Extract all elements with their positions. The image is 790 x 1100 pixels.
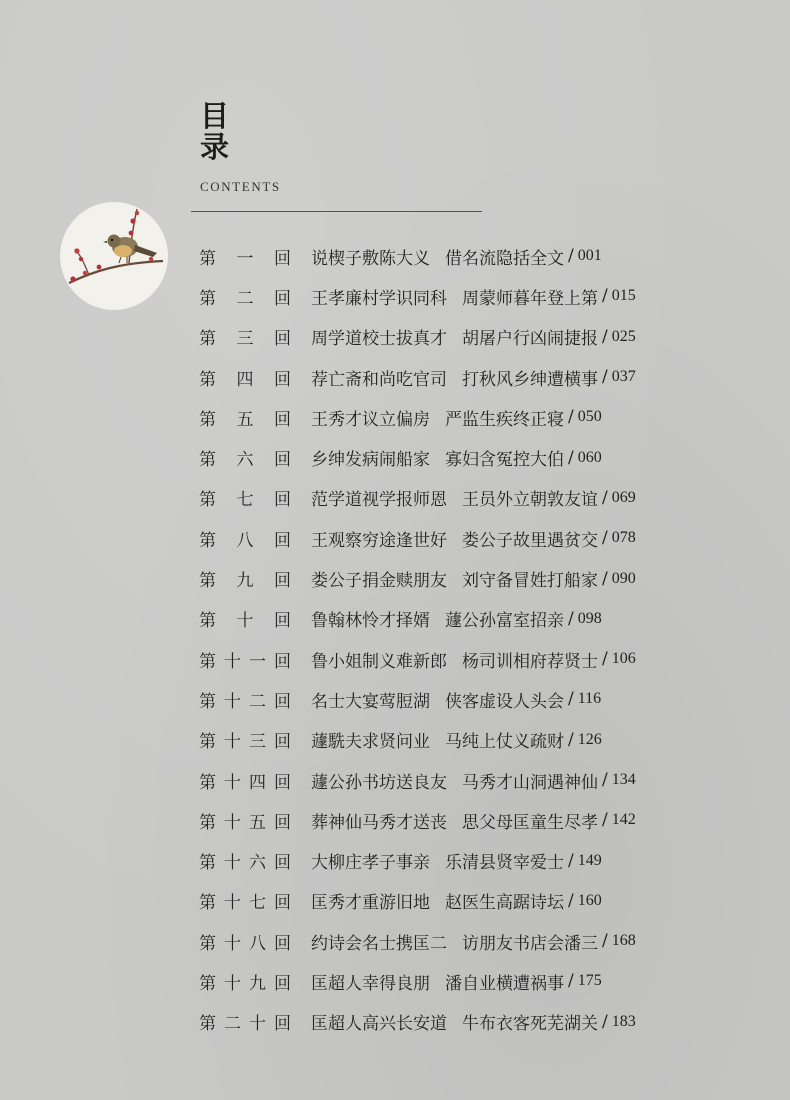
chapter-title-line1: 大柳庄孝子事亲 [311,853,430,874]
chapter-number: 第 三 回 [199,329,291,350]
chapter-title-line1: 约诗会名士携匡二 [311,933,447,954]
chapter-title-line2: 寡妇含冤控大伯 [445,450,564,471]
chapter-number: 第 一 回 [199,248,291,269]
chapter-number: 第 八 回 [199,530,291,551]
chapter-title-line1: 鲁小姐制义难新郎 [311,651,447,672]
chapter-title-line1: 葬神仙马秀才送丧 [311,812,447,833]
table-of-contents [199,236,759,1042]
toc-row[interactable] [199,518,759,558]
chapter-title-line1: 王孝廉村学识同科 [311,288,447,309]
toc-row[interactable] [199,276,759,316]
page-number: 069 [611,488,636,506]
chapter-number: 第 十 回 [199,611,291,632]
toc-row[interactable] [199,961,759,1001]
toc-row[interactable] [199,478,759,518]
chapter-title-line2: 刘守备冒姓打船家 [462,571,598,592]
page-separator: / [602,487,608,508]
chapter-title-line1: 荐亡斋和尚吃官司 [311,369,447,390]
chapter-number: 第 六 回 [199,450,291,471]
page-separator: / [602,1011,608,1032]
page-separator: / [568,246,574,267]
page-number: 098 [577,609,602,627]
chapter-title-line2: 赵医生高踞诗坛 [445,893,564,914]
page-separator: / [568,890,574,911]
chapter-title-line1: 匡秀才重游旧地 [311,893,430,914]
chapter-number: 第 四 回 [199,369,291,390]
page-number: 168 [611,932,636,950]
toc-row[interactable] [199,800,759,840]
chapter-number: 第 十 七 回 [199,893,291,914]
chapter-title-line2: 打秋风乡绅遭横事 [462,369,598,390]
chapter-title-line2: 思父母匡童生尽孝 [462,812,598,833]
chapter-title-line2: 蘧公孙富室招亲 [445,611,564,632]
page-number: 126 [577,730,602,748]
page-separator: / [602,286,608,307]
chapter-title-line2: 潘自业横遭祸事 [445,973,564,994]
chapter-title-line1: 王观察穷途逢世好 [311,530,447,551]
chapter-title-line2: 马纯上仗义疏财 [445,732,564,753]
bird-on-plum-branch-icon [59,201,169,311]
chapter-title-line1: 名士大宴莺脰湖 [311,691,430,712]
chapter-title-line1: 匡超人幸得良朋 [311,973,430,994]
chapter-number: 第 十 一 回 [199,651,291,672]
toc-row[interactable] [199,236,759,276]
page-number: 050 [577,408,602,426]
title-rule [191,211,482,212]
toc-row[interactable] [199,599,759,639]
chapter-title-line2: 马秀才山洞遇神仙 [462,772,598,793]
page-separator: / [568,447,574,468]
chapter-number: 第 十 五 回 [199,812,291,833]
chapter-title-line1: 王秀才议立偏房 [311,409,430,430]
page-separator: / [568,689,574,710]
page-number: 116 [577,690,602,708]
page-separator: / [568,850,574,871]
chapter-number: 第 十 六 回 [199,853,291,874]
toc-row[interactable] [199,840,759,880]
chapter-title-line2: 借名流隐括全文 [445,248,564,269]
page-number: 142 [611,811,636,829]
page-number: 015 [611,287,636,305]
chapter-title-line1: 说楔子敷陈大义 [311,248,430,269]
page-number: 160 [577,891,602,909]
page-number: 149 [577,851,602,869]
page-separator: / [568,608,574,629]
chapter-title-line1: 匡超人高兴长安道 [311,1014,447,1035]
chapter-number: 第 五 回 [199,409,291,430]
chapter-title-line2: 乐清县贤宰爱士 [445,853,564,874]
chapter-number: 第 十 三 回 [199,732,291,753]
page-number: 106 [611,650,636,668]
page-number: 001 [577,247,602,265]
chapter-title-line2: 严监生疾终正寝 [445,409,564,430]
chapter-title-line1: 范学道视学报师恩 [311,490,447,511]
chapter-title-line1: 蘧駪夫求贤问业 [311,732,430,753]
chapter-number: 第 七 回 [199,490,291,511]
page-separator: / [602,649,608,670]
page-title [200,101,240,163]
toc-row[interactable] [199,397,759,437]
page-separator: / [602,367,608,388]
chapter-title-line1: 娄公子捐金赎朋友 [311,571,447,592]
chapter-title-line2: 牛布衣客死芜湖关 [462,1014,598,1035]
chapter-title-line1: 蘧公孙书坊送良友 [311,772,447,793]
chapter-title-line2: 胡屠户行凶闹捷报 [462,329,598,350]
chapter-number: 第 十 九 回 [199,973,291,994]
toc-row[interactable] [199,357,759,397]
chapter-number: 第 十 八 回 [199,933,291,954]
toc-row[interactable] [199,679,759,719]
chapter-title-line2: 王员外立朝敦友谊 [462,490,598,511]
chapter-number: 第 九 回 [199,571,291,592]
page-separator: / [602,810,608,831]
page-separator: / [568,407,574,428]
page-number: 078 [611,529,636,547]
title-char: 目 [200,99,230,133]
title-char: 录 [200,130,230,164]
chapter-title-line2: 侠客虚设人头会 [445,691,564,712]
page-number: 175 [577,972,602,990]
page-separator: / [602,326,608,347]
toc-row[interactable] [199,760,759,800]
page-separator: / [602,770,608,790]
page-number: 037 [611,368,636,386]
page-number: 183 [611,1012,636,1030]
toc-row[interactable] [199,639,759,679]
toc-row[interactable] [199,317,759,357]
chapter-number: 第 十 四 回 [199,772,291,793]
toc-row[interactable] [199,1002,759,1042]
page-separator: / [568,971,574,992]
toc-row[interactable] [199,437,759,477]
chapter-title-line2: 娄公子故里遇贫交 [462,530,598,551]
page-subtitle: CONTENTS [200,179,281,194]
toc-row[interactable] [199,881,759,921]
page-number: 090 [611,569,636,587]
toc-row[interactable] [199,558,759,598]
page-number: 134 [611,771,636,788]
chapter-title-line1: 鲁翰林怜才择婿 [311,611,430,632]
page-separator: / [602,568,608,589]
chapter-number: 第 十 二 回 [199,691,291,712]
page-separator: / [602,528,608,549]
chapter-title-line1: 周学道校士拔真才 [311,329,447,350]
page-separator: / [602,931,608,952]
toc-row[interactable] [199,921,759,961]
page-number: 060 [577,448,602,466]
toc-row[interactable] [199,720,759,760]
chapter-title-line2: 杨司训相府荐贤士 [462,651,598,672]
chapter-number: 第 二 十 回 [199,1014,291,1035]
page-separator: / [568,729,574,750]
chapter-title-line2: 周蒙师暮年登上第 [462,288,598,309]
chapter-title-line2: 访朋友书店会潘三 [462,933,598,954]
chapter-number: 第 二 回 [199,288,291,309]
chapter-title-line1: 乡绅发病闹船家 [311,450,430,471]
page-number: 025 [611,327,636,345]
